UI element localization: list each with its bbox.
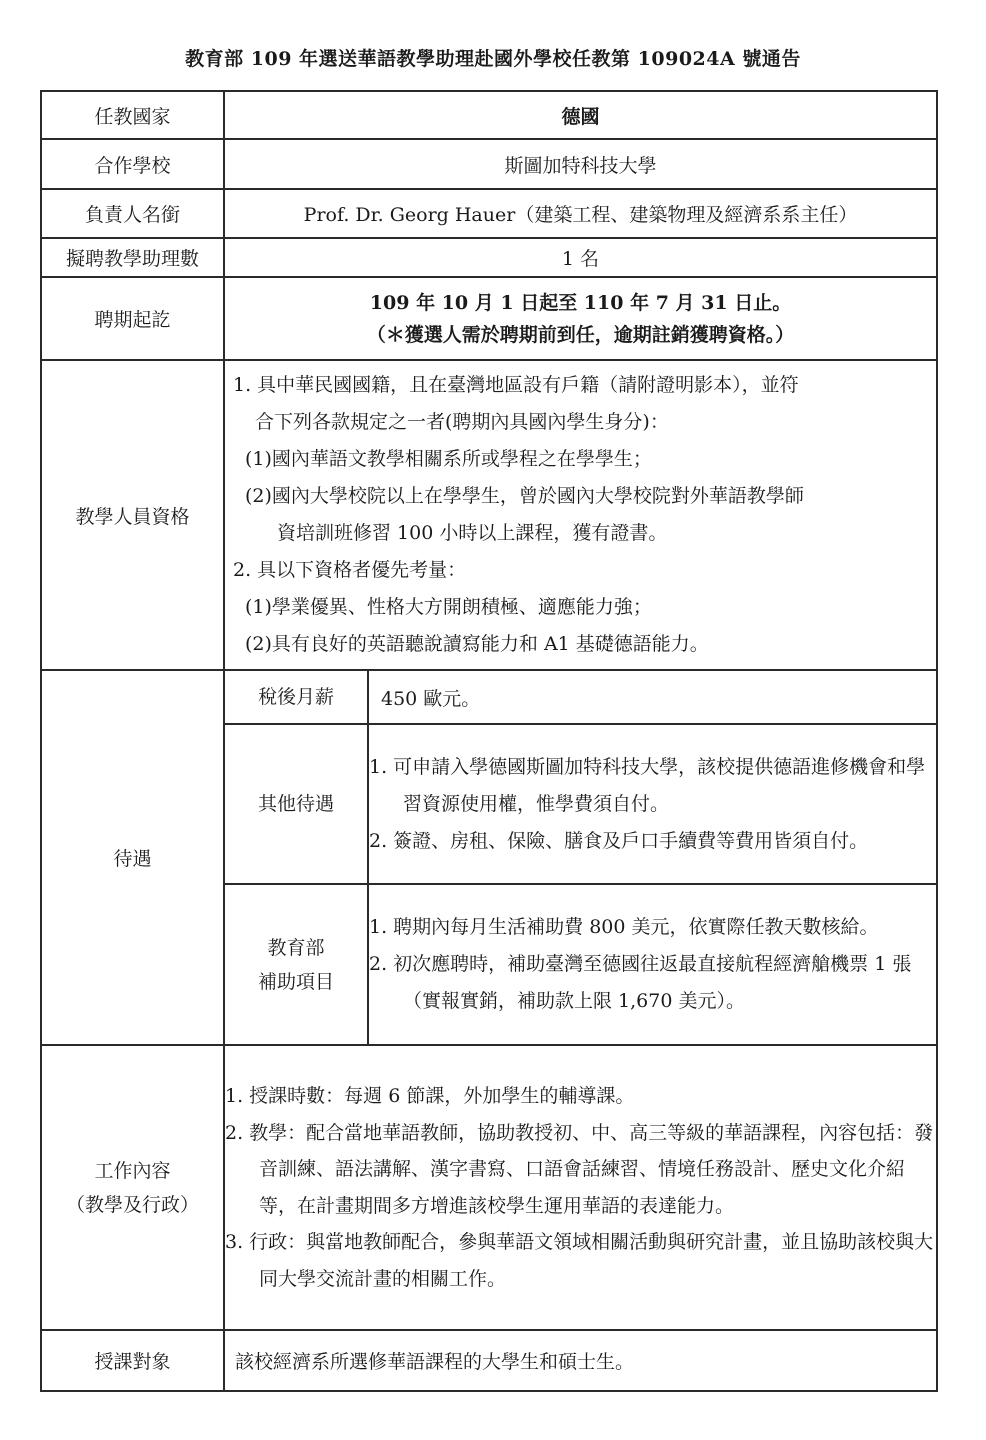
other-benefits-value bbox=[368, 724, 936, 884]
work-item: 3. 行政：與當地教師配合，參與華語文領域相關活動與研究計畫，並且協助該校與大同大學交流計畫的相關工作。 bbox=[225, 1231, 934, 1290]
country-label: 任教國家 bbox=[41, 91, 224, 139]
moe-subsidy-label bbox=[225, 884, 368, 1044]
salary-row bbox=[225, 671, 936, 724]
head-value: Prof. Dr. Georg Hauer（建築工程、建築物理及經濟系系主任） bbox=[224, 189, 937, 238]
notice-table bbox=[40, 90, 938, 1392]
qualification-line: 2. 具以下資格者優先考量： bbox=[233, 559, 467, 581]
target-label: 授課對象 bbox=[41, 1330, 224, 1391]
row-school bbox=[41, 139, 937, 189]
moe-label-line: 教育部 bbox=[267, 936, 325, 959]
period-value bbox=[224, 277, 937, 360]
moe-subsidy-item: 2. 初次應聘時，補助臺灣至德國往返最直接航程經濟艙機票 1 張（實報實銷，補助款上限 1,670 美元）。 bbox=[369, 953, 912, 1012]
qualification-label: 教學人員資格 bbox=[41, 360, 224, 670]
other-benefit-item: 1. 可申請入學德國斯圖加特科技大學，該校提供德語進修機會和學習資源使用權，惟學費須自付。 bbox=[369, 755, 926, 815]
work-label-line: 工作內容 bbox=[94, 1159, 171, 1182]
work-label bbox=[41, 1045, 224, 1330]
moe-subsidy-value bbox=[368, 884, 936, 1044]
row-target bbox=[41, 1330, 937, 1391]
work-item: 1. 授課時數：每週 6 節課，外加學生的輔導課。 bbox=[225, 1085, 635, 1107]
row-count bbox=[41, 238, 937, 277]
period-label: 聘期起訖 bbox=[41, 277, 224, 360]
qualification-line: (1)國內華語文教學相關系所或學程之在學學生； bbox=[245, 448, 652, 470]
period-note: （＊獲選人需於聘期前到任，逾期註銷獲聘資格。） bbox=[366, 323, 795, 346]
row-country bbox=[41, 91, 937, 139]
row-benefits bbox=[41, 670, 937, 1045]
salary-value: 450 歐元。 bbox=[381, 687, 481, 710]
moe-label-line: 補助項目 bbox=[257, 970, 334, 993]
other-benefits-row bbox=[225, 724, 936, 884]
head-label: 負責人名銜 bbox=[41, 189, 224, 238]
moe-subsidy-row bbox=[225, 884, 936, 1044]
count-label: 擬聘教學助理數 bbox=[41, 238, 224, 277]
school-value: 斯圖加特科技大學 bbox=[224, 139, 937, 189]
other-benefits-label: 其他待遇 bbox=[225, 724, 368, 884]
notice-title: 教育部 109 年選送華語教學助理赴國外學校任教第 109024A 號通告 bbox=[185, 48, 801, 70]
moe-subsidy-item: 1. 聘期內每月生活補助費 800 美元，依實際任教天數核給。 bbox=[369, 916, 879, 938]
row-work bbox=[41, 1045, 937, 1330]
target-value: 該校經濟系所選修華語課程的大學生和碩士生。 bbox=[224, 1330, 937, 1391]
qualification-line: 1. 具中華民國國籍，且在臺灣地區設有戶籍（請附證明影本），並符 bbox=[233, 374, 799, 396]
period-dates: 109 年 10 月 1 日起至 110 年 7 月 31 日止。 bbox=[369, 291, 792, 314]
benefits-value bbox=[224, 670, 937, 1045]
salary-label: 稅後月薪 bbox=[225, 671, 368, 724]
work-label-line: （教學及行政） bbox=[65, 1193, 199, 1216]
work-item: 2. 教學：配合當地華語教師，協助教授初、中、高三等級的華語課程，內容包括：發音訓練、語法講解、漢字書寫、口語會話練習、情境任務設計、歷史文化介紹等，在計畫期間多方增進該校學生運用華語的表達能力。 bbox=[225, 1121, 934, 1217]
work-value bbox=[224, 1045, 937, 1330]
benefits-label: 待遇 bbox=[41, 670, 224, 1045]
country-value: 德國 bbox=[224, 91, 937, 139]
count-value: 1 名 bbox=[224, 238, 937, 277]
other-benefit-item: 2. 簽證、房租、保險、膳食及戶口手續費等費用皆須自付。 bbox=[369, 829, 869, 852]
row-qualification bbox=[41, 360, 937, 670]
benefits-subtable bbox=[225, 671, 936, 1044]
qualification-line: 合下列各款規定之一者(聘期內具國內學生身分)： bbox=[255, 411, 669, 433]
row-head bbox=[41, 189, 937, 238]
row-period bbox=[41, 277, 937, 360]
qualification-value bbox=[224, 360, 937, 670]
qualification-line: (2)具有良好的英語聽說讀寫能力和 A1 基礎德語能力。 bbox=[245, 633, 709, 655]
qualification-line: 資培訓班修習 100 小時以上課程，獲有證書。 bbox=[277, 522, 668, 544]
qualification-line: (1)學業優異、性格大方開朗積極、適應能力強； bbox=[245, 596, 652, 618]
qualification-line: (2)國內大學校院以上在學學生，曾於國內大學校院對外華語教學師 bbox=[245, 485, 804, 507]
school-label: 合作學校 bbox=[41, 139, 224, 189]
